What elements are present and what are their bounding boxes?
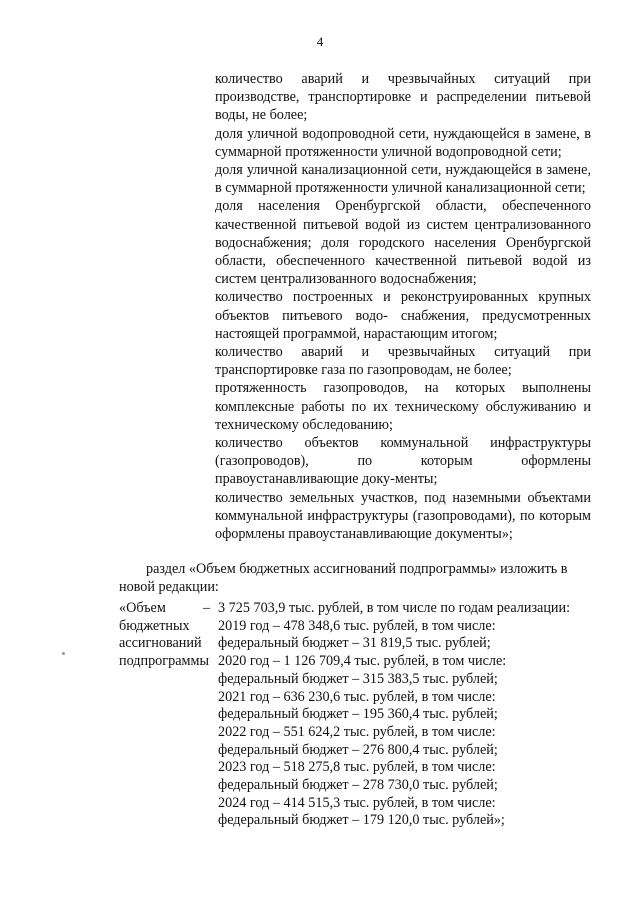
budget-value-line: 2022 год – 551 624,2 тыс. рублей, в том числе: <box>218 723 496 740</box>
indicator-item: количество аварий и чрезвычайных ситуаций при транспортировке газа по газопроводам, не более; <box>215 344 591 379</box>
budget-value-line: 2024 год – 414 515,3 тыс. рублей, в том числе: <box>218 794 496 811</box>
amendment-intro-line: новой редакции: <box>119 579 219 596</box>
indicator-item: количество объектов коммунальной инфраструктуры (газопроводов), по которым оформлены правоустанавливающие доку-менты; <box>215 435 591 488</box>
budget-value-line: федеральный бюджет – 278 730,0 тыс. рублей; <box>218 777 498 794</box>
budget-value-line: федеральный бюджет – 179 120,0 тыс. рублей»; <box>218 812 505 829</box>
budget-value-line: федеральный бюджет – 195 360,4 тыс. рублей; <box>218 706 498 723</box>
page-number: 4 <box>316 34 324 49</box>
budget-value-line: федеральный бюджет – 315 383,5 тыс. рублей; <box>218 670 498 687</box>
budget-label-line: подпрограммы <box>119 653 209 670</box>
margin-mark <box>62 652 65 655</box>
indicator-item: количество аварий и чрезвычайных ситуаций при производстве, транспортировке и распределении питьевой воды, не более; <box>215 71 591 124</box>
budget-value-line: 2021 год – 636 230,6 тыс. рублей, в том числе: <box>218 688 496 705</box>
indicator-item: количество построенных и реконструированных крупных объектов питьевого водо- снабжения, предусмотренных настоящей программой, нарастающим итогом; <box>215 289 591 342</box>
budget-value-line: 2019 год – 478 348,6 тыс. рублей, в том числе: <box>218 617 496 634</box>
budget-label-line: ассигнований <box>119 635 202 652</box>
indicator-item: доля уличной водопроводной сети, нуждающейся в замене, в суммарной протяженности уличной водопроводной сети; <box>215 125 591 160</box>
amendment-intro-line: раздел «Объем бюджетных ассигнований подпрограммы» изложить в <box>146 561 568 577</box>
budget-label-line: бюджетных <box>119 617 190 634</box>
indicator-item: протяженность газопроводов, на которых выполнены комплексные работы по их техническому обслуживанию и техническому обследованию; <box>215 380 591 433</box>
indicator-list <box>215 70 591 543</box>
indicator-item: доля населения Оренбургской области, обеспеченного качественной питьевой водой из систем централизованного водоснабжения; доля городского населения Оренбургской области, обеспеченного качественной питьевой водой из систем централизованного водоснабжения; <box>215 198 591 288</box>
budget-value-line: 2020 год – 1 126 709,4 тыс. рублей, в том числе: <box>218 653 507 670</box>
budget-values <box>218 600 608 830</box>
budget-value-line: федеральный бюджет – 31 819,5 тыс. рублей; <box>218 635 491 652</box>
budget-value-line: 2023 год – 518 275,8 тыс. рублей, в том числе: <box>218 759 496 776</box>
budget-dash: – <box>203 600 211 616</box>
budget-label <box>119 600 209 671</box>
indicator-item: доля уличной канализационной сети, нуждающейся в замене, в суммарной протяженности уличной канализационной сети; <box>215 162 591 197</box>
budget-label-line: «Объем <box>119 600 166 616</box>
amendment-intro <box>119 560 592 596</box>
indicator-item: количество земельных участков, под наземными объектами коммунальной инфраструктуры (газопроводами), по которым оформлены правоустанавливающие документы»; <box>215 489 591 543</box>
budget-value-line: 3 725 703,9 тыс. рублей, в том числе по годам реализации: <box>218 600 571 616</box>
budget-value-line: федеральный бюджет – 276 800,4 тыс. рублей; <box>218 741 498 758</box>
